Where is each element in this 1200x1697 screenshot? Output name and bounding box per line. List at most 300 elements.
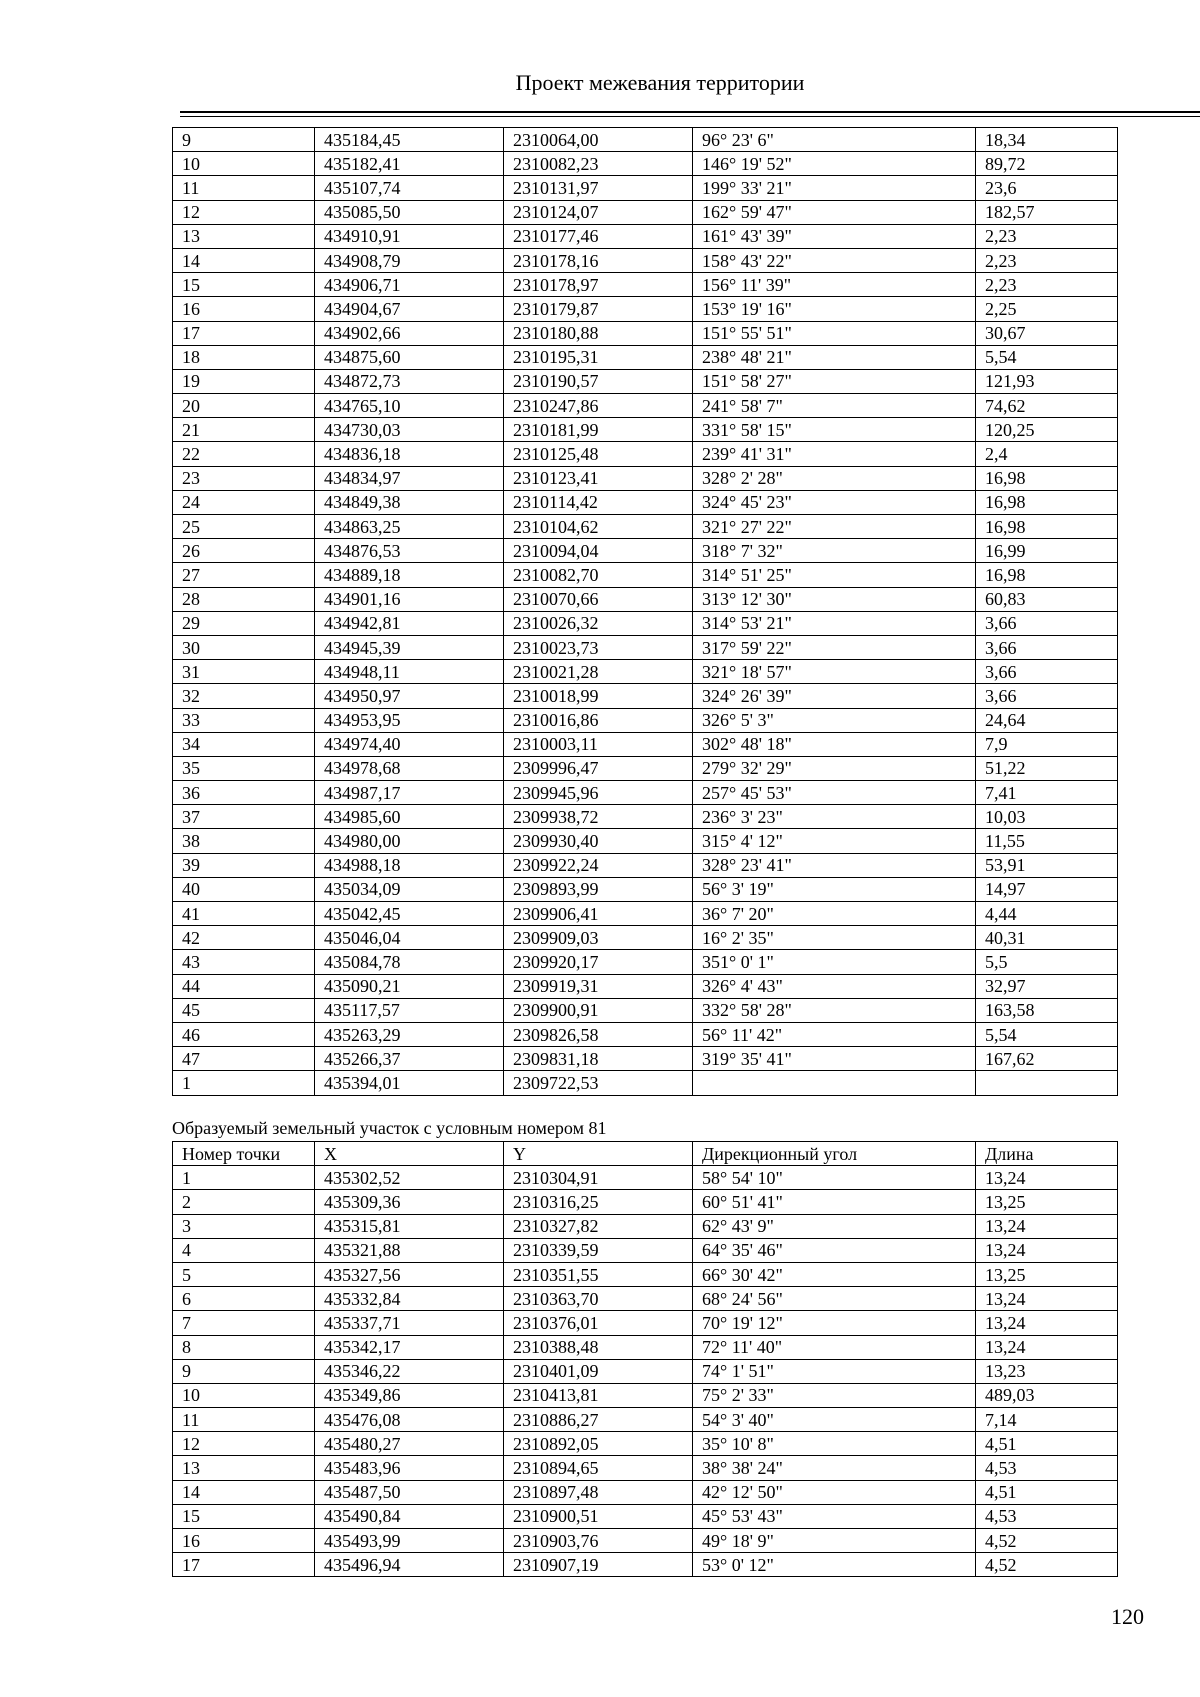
point-number-cell: 40: [173, 877, 315, 901]
table-row: [173, 297, 1118, 321]
length-cell: 53,91: [976, 853, 1118, 877]
length-cell: 3,66: [976, 684, 1118, 708]
direction-angle-cell: 162° 59' 47": [693, 200, 976, 224]
length-cell: 16,98: [976, 490, 1118, 514]
x-coordinate-cell: 434730,03: [315, 418, 504, 442]
x-coordinate-cell: 435042,45: [315, 902, 504, 926]
direction-angle-cell: 38° 38' 24": [693, 1456, 976, 1480]
y-coordinate-cell: 2310316,25: [504, 1190, 693, 1214]
point-number-cell: 20: [173, 394, 315, 418]
length-cell: 5,54: [976, 345, 1118, 369]
column-header: Y: [504, 1142, 693, 1166]
length-cell: 13,23: [976, 1359, 1118, 1383]
direction-angle-cell: 314° 53' 21": [693, 611, 976, 635]
point-number-cell: 39: [173, 853, 315, 877]
direction-angle-cell: 151° 58' 27": [693, 369, 976, 393]
x-coordinate-cell: 435490,84: [315, 1504, 504, 1528]
length-cell: 2,23: [976, 224, 1118, 248]
length-cell: 4,51: [976, 1432, 1118, 1456]
y-coordinate-cell: 2310123,41: [504, 466, 693, 490]
direction-angle-cell: 36° 7' 20": [693, 902, 976, 926]
point-number-cell: 5: [173, 1262, 315, 1286]
x-coordinate-cell: 434906,71: [315, 273, 504, 297]
x-coordinate-cell: 434889,18: [315, 563, 504, 587]
direction-angle-cell: 319° 35' 41": [693, 1047, 976, 1071]
length-cell: 13,24: [976, 1311, 1118, 1335]
y-coordinate-cell: 2310351,55: [504, 1262, 693, 1286]
x-coordinate-cell: 435346,22: [315, 1359, 504, 1383]
length-cell: [976, 1071, 1118, 1095]
y-coordinate-cell: 2310401,09: [504, 1359, 693, 1383]
x-coordinate-cell: 435327,56: [315, 1262, 504, 1286]
x-coordinate-cell: 435184,45: [315, 128, 504, 152]
y-coordinate-cell: 2309909,03: [504, 926, 693, 950]
x-coordinate-cell: 434978,68: [315, 756, 504, 780]
x-coordinate-cell: 435302,52: [315, 1166, 504, 1190]
length-cell: 13,24: [976, 1335, 1118, 1359]
table-row: [173, 490, 1118, 514]
direction-angle-cell: 56° 11' 42": [693, 1022, 976, 1046]
table-row: [173, 152, 1118, 176]
x-coordinate-cell: 434875,60: [315, 345, 504, 369]
length-cell: 4,52: [976, 1553, 1118, 1577]
point-number-cell: 1: [173, 1166, 315, 1190]
table-row: [173, 1456, 1118, 1480]
plot-81-table-body: [173, 1166, 1118, 1577]
table-row: [173, 998, 1118, 1022]
point-number-cell: 16: [173, 297, 315, 321]
direction-angle-cell: 326° 5' 3": [693, 708, 976, 732]
x-coordinate-cell: 435266,37: [315, 1047, 504, 1071]
x-coordinate-cell: 434849,38: [315, 490, 504, 514]
point-number-cell: 8: [173, 1335, 315, 1359]
y-coordinate-cell: 2310903,76: [504, 1529, 693, 1553]
table-row: [173, 442, 1118, 466]
point-number-cell: 10: [173, 1383, 315, 1407]
y-coordinate-cell: 2310082,70: [504, 563, 693, 587]
y-coordinate-cell: 2310104,62: [504, 515, 693, 539]
x-coordinate-cell: 434863,25: [315, 515, 504, 539]
point-number-cell: 15: [173, 1504, 315, 1528]
header-rule-thin: [180, 116, 1200, 117]
x-coordinate-cell: 434904,67: [315, 297, 504, 321]
length-cell: 121,93: [976, 369, 1118, 393]
direction-angle-cell: 60° 51' 41": [693, 1190, 976, 1214]
length-cell: 4,52: [976, 1529, 1118, 1553]
direction-angle-cell: [693, 1071, 976, 1095]
table-row: [173, 805, 1118, 829]
point-number-cell: 16: [173, 1529, 315, 1553]
direction-angle-cell: 324° 26' 39": [693, 684, 976, 708]
x-coordinate-cell: 434901,16: [315, 587, 504, 611]
point-number-cell: 28: [173, 587, 315, 611]
table-row: [173, 1190, 1118, 1214]
table-row: [173, 1335, 1118, 1359]
x-coordinate-cell: 434950,97: [315, 684, 504, 708]
direction-angle-cell: 96° 23' 6": [693, 128, 976, 152]
point-number-cell: 4: [173, 1238, 315, 1262]
direction-angle-cell: 331° 58' 15": [693, 418, 976, 442]
direction-angle-cell: 351° 0' 1": [693, 950, 976, 974]
length-cell: 2,23: [976, 273, 1118, 297]
table-row: [173, 853, 1118, 877]
length-cell: 13,24: [976, 1166, 1118, 1190]
direction-angle-cell: 35° 10' 8": [693, 1432, 976, 1456]
length-cell: 11,55: [976, 829, 1118, 853]
point-number-cell: 29: [173, 611, 315, 635]
y-coordinate-cell: 2310114,42: [504, 490, 693, 514]
y-coordinate-cell: 2309831,18: [504, 1047, 693, 1071]
table-row: [173, 1432, 1118, 1456]
y-coordinate-cell: 2310363,70: [504, 1287, 693, 1311]
point-number-cell: 30: [173, 635, 315, 659]
table-row: [173, 418, 1118, 442]
point-number-cell: 13: [173, 224, 315, 248]
direction-angle-cell: 49° 18' 9": [693, 1529, 976, 1553]
y-coordinate-cell: 2309930,40: [504, 829, 693, 853]
length-cell: 3,66: [976, 635, 1118, 659]
direction-angle-cell: 45° 53' 43": [693, 1504, 976, 1528]
table-row: [173, 1553, 1118, 1577]
plot-81-caption: Образуемый земельный участок с условным номером 81: [172, 1118, 607, 1138]
direction-angle-cell: 68° 24' 56": [693, 1287, 976, 1311]
x-coordinate-cell: 435480,27: [315, 1432, 504, 1456]
x-coordinate-cell: 434980,00: [315, 829, 504, 853]
y-coordinate-cell: 2310894,65: [504, 1456, 693, 1480]
table-row: [173, 273, 1118, 297]
x-coordinate-cell: 435263,29: [315, 1022, 504, 1046]
table-row: [173, 1359, 1118, 1383]
y-coordinate-cell: 2310026,32: [504, 611, 693, 635]
page-header-title: Проект межевания территории: [515, 70, 805, 95]
column-header: X: [315, 1142, 504, 1166]
point-number-cell: 11: [173, 1408, 315, 1432]
y-coordinate-cell: 2310339,59: [504, 1238, 693, 1262]
x-coordinate-cell: 434987,17: [315, 781, 504, 805]
table-row: [173, 248, 1118, 272]
column-header: Номер точки: [173, 1142, 315, 1166]
direction-angle-cell: 72° 11' 40": [693, 1335, 976, 1359]
point-number-cell: 44: [173, 974, 315, 998]
point-number-cell: 9: [173, 1359, 315, 1383]
length-cell: 489,03: [976, 1383, 1118, 1407]
point-number-cell: 1: [173, 1071, 315, 1095]
x-coordinate-cell: 435046,04: [315, 926, 504, 950]
y-coordinate-cell: 2310897,48: [504, 1480, 693, 1504]
y-coordinate-cell: 2310018,99: [504, 684, 693, 708]
x-coordinate-cell: 435315,81: [315, 1214, 504, 1238]
direction-angle-cell: 238° 48' 21": [693, 345, 976, 369]
table-row: [173, 539, 1118, 563]
direction-angle-cell: 58° 54' 10": [693, 1166, 976, 1190]
point-number-cell: 37: [173, 805, 315, 829]
length-cell: 4,44: [976, 902, 1118, 926]
x-coordinate-cell: 435487,50: [315, 1480, 504, 1504]
table-row: [173, 1287, 1118, 1311]
x-coordinate-cell: 435117,57: [315, 998, 504, 1022]
table-row: [173, 1408, 1118, 1432]
length-cell: 30,67: [976, 321, 1118, 345]
table-row: [173, 974, 1118, 998]
length-cell: 4,53: [976, 1504, 1118, 1528]
y-coordinate-cell: 2310003,11: [504, 732, 693, 756]
table-row: [173, 732, 1118, 756]
point-number-cell: 43: [173, 950, 315, 974]
y-coordinate-cell: 2310023,73: [504, 635, 693, 659]
y-coordinate-cell: 2310021,28: [504, 660, 693, 684]
y-coordinate-cell: 2310178,16: [504, 248, 693, 272]
table-row: [173, 1262, 1118, 1286]
y-coordinate-cell: 2310190,57: [504, 369, 693, 393]
length-cell: 18,34: [976, 128, 1118, 152]
point-number-cell: 45: [173, 998, 315, 1022]
x-coordinate-cell: 434988,18: [315, 853, 504, 877]
point-number-cell: 36: [173, 781, 315, 805]
y-coordinate-cell: 2310886,27: [504, 1408, 693, 1432]
x-coordinate-cell: 435483,96: [315, 1456, 504, 1480]
length-cell: 120,25: [976, 418, 1118, 442]
point-number-cell: 3: [173, 1214, 315, 1238]
point-number-cell: 17: [173, 321, 315, 345]
length-cell: 7,9: [976, 732, 1118, 756]
y-coordinate-cell: 2310124,07: [504, 200, 693, 224]
table-row: [173, 1166, 1118, 1190]
plot-81-table-header: [173, 1142, 1118, 1166]
plot-81-coordinates-table: [172, 1141, 1118, 1577]
y-coordinate-cell: 2310180,88: [504, 321, 693, 345]
y-coordinate-cell: 2310064,00: [504, 128, 693, 152]
direction-angle-cell: 332° 58' 28": [693, 998, 976, 1022]
column-header: Длина: [976, 1142, 1118, 1166]
y-coordinate-cell: 2310900,51: [504, 1504, 693, 1528]
table-row: [173, 708, 1118, 732]
direction-angle-cell: 56° 3' 19": [693, 877, 976, 901]
length-cell: 24,64: [976, 708, 1118, 732]
table-row: [173, 611, 1118, 635]
y-coordinate-cell: 2310892,05: [504, 1432, 693, 1456]
table-row: [173, 200, 1118, 224]
y-coordinate-cell: 2310907,19: [504, 1553, 693, 1577]
y-coordinate-cell: 2310181,99: [504, 418, 693, 442]
y-coordinate-cell: 2310304,91: [504, 1166, 693, 1190]
direction-angle-cell: 257° 45' 53": [693, 781, 976, 805]
direction-angle-cell: 236° 3' 23": [693, 805, 976, 829]
direction-angle-cell: 321° 18' 57": [693, 660, 976, 684]
y-coordinate-cell: 2310016,86: [504, 708, 693, 732]
x-coordinate-cell: 435476,08: [315, 1408, 504, 1432]
point-number-cell: 22: [173, 442, 315, 466]
direction-angle-cell: 302° 48' 18": [693, 732, 976, 756]
x-coordinate-cell: 435034,09: [315, 877, 504, 901]
y-coordinate-cell: 2309922,24: [504, 853, 693, 877]
coordinates-table-body: [173, 128, 1118, 1096]
length-cell: 2,25: [976, 297, 1118, 321]
direction-angle-cell: 324° 45' 23": [693, 490, 976, 514]
x-coordinate-cell: 435321,88: [315, 1238, 504, 1262]
table-row: [173, 466, 1118, 490]
point-number-cell: 38: [173, 829, 315, 853]
x-coordinate-cell: 435090,21: [315, 974, 504, 998]
y-coordinate-cell: 2309722,53: [504, 1071, 693, 1095]
length-cell: 16,99: [976, 539, 1118, 563]
direction-angle-cell: 313° 12' 30": [693, 587, 976, 611]
length-cell: 13,25: [976, 1190, 1118, 1214]
y-coordinate-cell: 2310195,31: [504, 345, 693, 369]
y-coordinate-cell: 2309893,99: [504, 877, 693, 901]
length-cell: 32,97: [976, 974, 1118, 998]
point-number-cell: 41: [173, 902, 315, 926]
direction-angle-cell: 326° 4' 43": [693, 974, 976, 998]
length-cell: 60,83: [976, 587, 1118, 611]
point-number-cell: 35: [173, 756, 315, 780]
point-number-cell: 23: [173, 466, 315, 490]
x-coordinate-cell: 435309,36: [315, 1190, 504, 1214]
length-cell: 2,23: [976, 248, 1118, 272]
direction-angle-cell: 64° 35' 46": [693, 1238, 976, 1262]
direction-angle-cell: 239° 41' 31": [693, 442, 976, 466]
table-row: [173, 950, 1118, 974]
table-row: [173, 1504, 1118, 1528]
x-coordinate-cell: 435084,78: [315, 950, 504, 974]
x-coordinate-cell: 435107,74: [315, 176, 504, 200]
y-coordinate-cell: 2310413,81: [504, 1383, 693, 1407]
table-row: [173, 587, 1118, 611]
direction-angle-cell: 317° 59' 22": [693, 635, 976, 659]
direction-angle-cell: 279° 32' 29": [693, 756, 976, 780]
direction-angle-cell: 328° 2' 28": [693, 466, 976, 490]
direction-angle-cell: 314° 51' 25": [693, 563, 976, 587]
x-coordinate-cell: 434876,53: [315, 539, 504, 563]
x-coordinate-cell: 435337,71: [315, 1311, 504, 1335]
point-number-cell: 25: [173, 515, 315, 539]
y-coordinate-cell: 2310376,01: [504, 1311, 693, 1335]
x-coordinate-cell: 434908,79: [315, 248, 504, 272]
length-cell: 7,41: [976, 781, 1118, 805]
x-coordinate-cell: 434872,73: [315, 369, 504, 393]
table-row: [173, 515, 1118, 539]
point-number-cell: 10: [173, 152, 315, 176]
x-coordinate-cell: 434836,18: [315, 442, 504, 466]
point-number-cell: 13: [173, 1456, 315, 1480]
direction-angle-cell: 318° 7' 32": [693, 539, 976, 563]
direction-angle-cell: 315° 4' 12": [693, 829, 976, 853]
x-coordinate-cell: 434948,11: [315, 660, 504, 684]
length-cell: 163,58: [976, 998, 1118, 1022]
table-row: [173, 635, 1118, 659]
length-cell: 3,66: [976, 660, 1118, 684]
length-cell: 3,66: [976, 611, 1118, 635]
length-cell: 4,53: [976, 1456, 1118, 1480]
point-number-cell: 42: [173, 926, 315, 950]
x-coordinate-cell: 434910,91: [315, 224, 504, 248]
point-number-cell: 34: [173, 732, 315, 756]
point-number-cell: 2: [173, 1190, 315, 1214]
point-number-cell: 12: [173, 200, 315, 224]
y-coordinate-cell: 2310070,66: [504, 587, 693, 611]
direction-angle-cell: 151° 55' 51": [693, 321, 976, 345]
direction-angle-cell: 146° 19' 52": [693, 152, 976, 176]
direction-angle-cell: 54° 3' 40": [693, 1408, 976, 1432]
direction-angle-cell: 241° 58' 7": [693, 394, 976, 418]
y-coordinate-cell: 2310131,97: [504, 176, 693, 200]
table-row: [173, 877, 1118, 901]
y-coordinate-cell: 2309900,91: [504, 998, 693, 1022]
table-row: [173, 1047, 1118, 1071]
direction-angle-cell: 74° 1' 51": [693, 1359, 976, 1383]
table-row: [173, 128, 1118, 152]
x-coordinate-cell: 434953,95: [315, 708, 504, 732]
direction-angle-cell: 62° 43' 9": [693, 1214, 976, 1238]
x-coordinate-cell: 434765,10: [315, 394, 504, 418]
point-number-cell: 18: [173, 345, 315, 369]
y-coordinate-cell: 2309906,41: [504, 902, 693, 926]
x-coordinate-cell: 435493,99: [315, 1529, 504, 1553]
x-coordinate-cell: 435182,41: [315, 152, 504, 176]
point-number-cell: 12: [173, 1432, 315, 1456]
table-row: [173, 369, 1118, 393]
length-cell: 13,25: [976, 1262, 1118, 1286]
table-row: [173, 563, 1118, 587]
y-coordinate-cell: 2310125,48: [504, 442, 693, 466]
length-cell: 167,62: [976, 1047, 1118, 1071]
table-header-row: [173, 1142, 1118, 1166]
point-number-cell: 11: [173, 176, 315, 200]
direction-angle-cell: 42° 12' 50": [693, 1480, 976, 1504]
table-row: [173, 1383, 1118, 1407]
point-number-cell: 9: [173, 128, 315, 152]
table-row: [173, 1214, 1118, 1238]
table-row: [173, 829, 1118, 853]
x-coordinate-cell: 435332,84: [315, 1287, 504, 1311]
length-cell: 40,31: [976, 926, 1118, 950]
point-number-cell: 27: [173, 563, 315, 587]
table-row: [173, 176, 1118, 200]
x-coordinate-cell: 434985,60: [315, 805, 504, 829]
direction-angle-cell: 70° 19' 12": [693, 1311, 976, 1335]
length-cell: 13,24: [976, 1214, 1118, 1238]
length-cell: 16,98: [976, 515, 1118, 539]
table-row: [173, 902, 1118, 926]
point-number-cell: 21: [173, 418, 315, 442]
point-number-cell: 31: [173, 660, 315, 684]
length-cell: 7,14: [976, 1408, 1118, 1432]
length-cell: 51,22: [976, 756, 1118, 780]
direction-angle-cell: 66° 30' 42": [693, 1262, 976, 1286]
table-row: [173, 781, 1118, 805]
x-coordinate-cell: 435496,94: [315, 1553, 504, 1577]
point-number-cell: 47: [173, 1047, 315, 1071]
table-row: [173, 345, 1118, 369]
table-row: [173, 756, 1118, 780]
point-number-cell: 26: [173, 539, 315, 563]
table-row: [173, 926, 1118, 950]
length-cell: 5,54: [976, 1022, 1118, 1046]
x-coordinate-cell: 435085,50: [315, 200, 504, 224]
length-cell: 74,62: [976, 394, 1118, 418]
point-number-cell: 6: [173, 1287, 315, 1311]
y-coordinate-cell: 2309920,17: [504, 950, 693, 974]
y-coordinate-cell: 2310094,04: [504, 539, 693, 563]
point-number-cell: 46: [173, 1022, 315, 1046]
header-rule-thick: [180, 111, 1200, 113]
table-row: [173, 394, 1118, 418]
table-row: [173, 684, 1118, 708]
point-number-cell: 14: [173, 1480, 315, 1504]
x-coordinate-cell: 434902,66: [315, 321, 504, 345]
y-coordinate-cell: 2310247,86: [504, 394, 693, 418]
direction-angle-cell: 156° 11' 39": [693, 273, 976, 297]
length-cell: 10,03: [976, 805, 1118, 829]
